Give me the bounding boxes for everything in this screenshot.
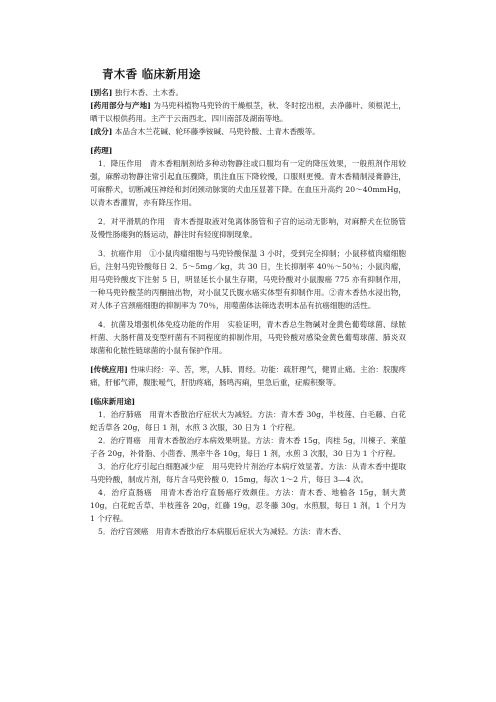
source-text: 为马兜科植物马兜铃的干燥根茎，秋、冬时挖出根，去净藤叶、须根泥土，晒干以根供药用。主产于云南西北、四川南部及湖南等地。 bbox=[90, 101, 406, 123]
pharmacology-item: 1．降压作用 青木香粗制剂给多种动物静注或口服均有一定的降压效果，一般煎剂作用较强，麻醉动物静注常引起血压骤降，肌注血压下降较慢，口服则更慢。青木香精制浸膏静注，可麻醉犬，切断减压神经和封闭颈动脉窦的犬血压显著下降。在血压升高约 20～40mmHg，以青木香灌胃，亦有降压作用。 bbox=[90, 159, 406, 207]
properties-paragraph bbox=[90, 363, 406, 389]
alias-paragraph bbox=[90, 86, 406, 99]
pharmacology-item: 3．抗癌作用 ①小鼠肉瘤细胞与马兜铃酸保温 3 小时，受到完全抑制；小鼠移植肉瘤细胞后，注射马兜铃酸每日 2．5～5mg／kg，共 30 日，生长抑制率 40％～50％；小鼠肉瘤，用马兜铃酸皮下注射 5 日，明显延长小鼠生存期，马兜铃酸对小鼠腹癌 775 亦有抑制作用，一种马兜铃酸茎的丙酮抽出物，对小鼠艾氏腹水癌实体型有抑制作用。②青木香热水浸出物，对人体子宫颈癌细胞的抑制率为 70％，用噬菌体法筛选表明本品有抗癌细胞的活性。 bbox=[90, 249, 406, 310]
clinical-heading: [临床新用途] bbox=[90, 397, 136, 406]
alias-text: 独行木香、土木香。 bbox=[114, 88, 184, 97]
pharmacology-item: 2．对平滑肌的作用 青木香提取液对兔离体肠管和子宫的运动无影响，对麻醉犬在位肠管及慢性肠瘘狗的肠运动，静注时有轻度抑制现象。 bbox=[90, 217, 406, 239]
document-body bbox=[90, 86, 406, 538]
composition-paragraph bbox=[90, 125, 406, 138]
clinical-item: 1．治疗肺癌 用青木香散治疗症状大为减轻。方法：青木香 30g，半枝莲、白毛藤、白花蛇舌草各 20g，每日 1 剂，水煎 3 次服，30 日为 1 个疗程。 bbox=[90, 410, 406, 432]
alias-tag: [别名] bbox=[90, 88, 113, 97]
clinical-item: 3．治疗化疗引起白细胞减少症 用马兜铃片剂治疗本病疗效显著。方法：从青木香中提取马兜铃酸，制成片剂，每片含马兜铃酸 0．15mg，每次 1～2 片，每日 3—4 次。 bbox=[90, 462, 406, 484]
source-paragraph bbox=[90, 99, 406, 125]
properties-tag: [传统应用] bbox=[90, 365, 128, 374]
pharmacology-item: 4．抗菌及增强机体免疫功能的作用 实验证明，青木香总生物碱对金黄色葡萄球菌、绿脓杆菌、大肠杆菌及变型杆菌有不同程度的抑制作用，马兜铃酸对感染金黄色葡萄球菌、肺炎双球菌和化脓性链球菌的小鼠有保护作用。 bbox=[90, 320, 406, 355]
clinical-item: 2．治疗胃癌 用青木香散治疗本病效果明显。方法：青木香 15g，肉桂 5g，川楝子、莱菔子各 20g，补骨脂、小茴香、黑牵牛各 10g，每日 1 剂，水煎 3 次服，30 日为 1 个疗程。 bbox=[90, 436, 406, 458]
properties-text: 性味归经：辛、苦，寒，人肺、胃经。功能：疏肝理气，健胃止痛。主治：脘腹疼痛，肝郁气滞，腹胀嗳气，肝肋疼痛，肠鸣泻痢，里急后重，症瘕积聚等。 bbox=[90, 365, 406, 387]
pharmacology-heading: [药理] bbox=[90, 146, 113, 155]
composition-text: 本品含木兰花碱、轮环藤季铵碱、马兜铃酸、土青木香酸等。 bbox=[114, 127, 320, 136]
clinical-item: 4．治疗直肠癌 用青木香治疗直肠癌疗效颇佳。方法：青木香、地榆各 15g，制大黄 10g，白花蛇舌草、半枝莲各 20g，红藤 19g，忍冬藤 30g，水煎服，每日 1 剂，1 个月为 1 个疗程。 bbox=[90, 488, 406, 523]
page-title: 青木香 临床新用途 bbox=[102, 67, 201, 81]
source-tag: [药用部分与产地] bbox=[90, 101, 151, 110]
composition-tag: [成分] bbox=[90, 127, 113, 136]
clinical-item: 5．治疗宫颈癌 用青木香散治疗本病服后症状大为减轻。方法：青木香、 bbox=[98, 527, 346, 536]
